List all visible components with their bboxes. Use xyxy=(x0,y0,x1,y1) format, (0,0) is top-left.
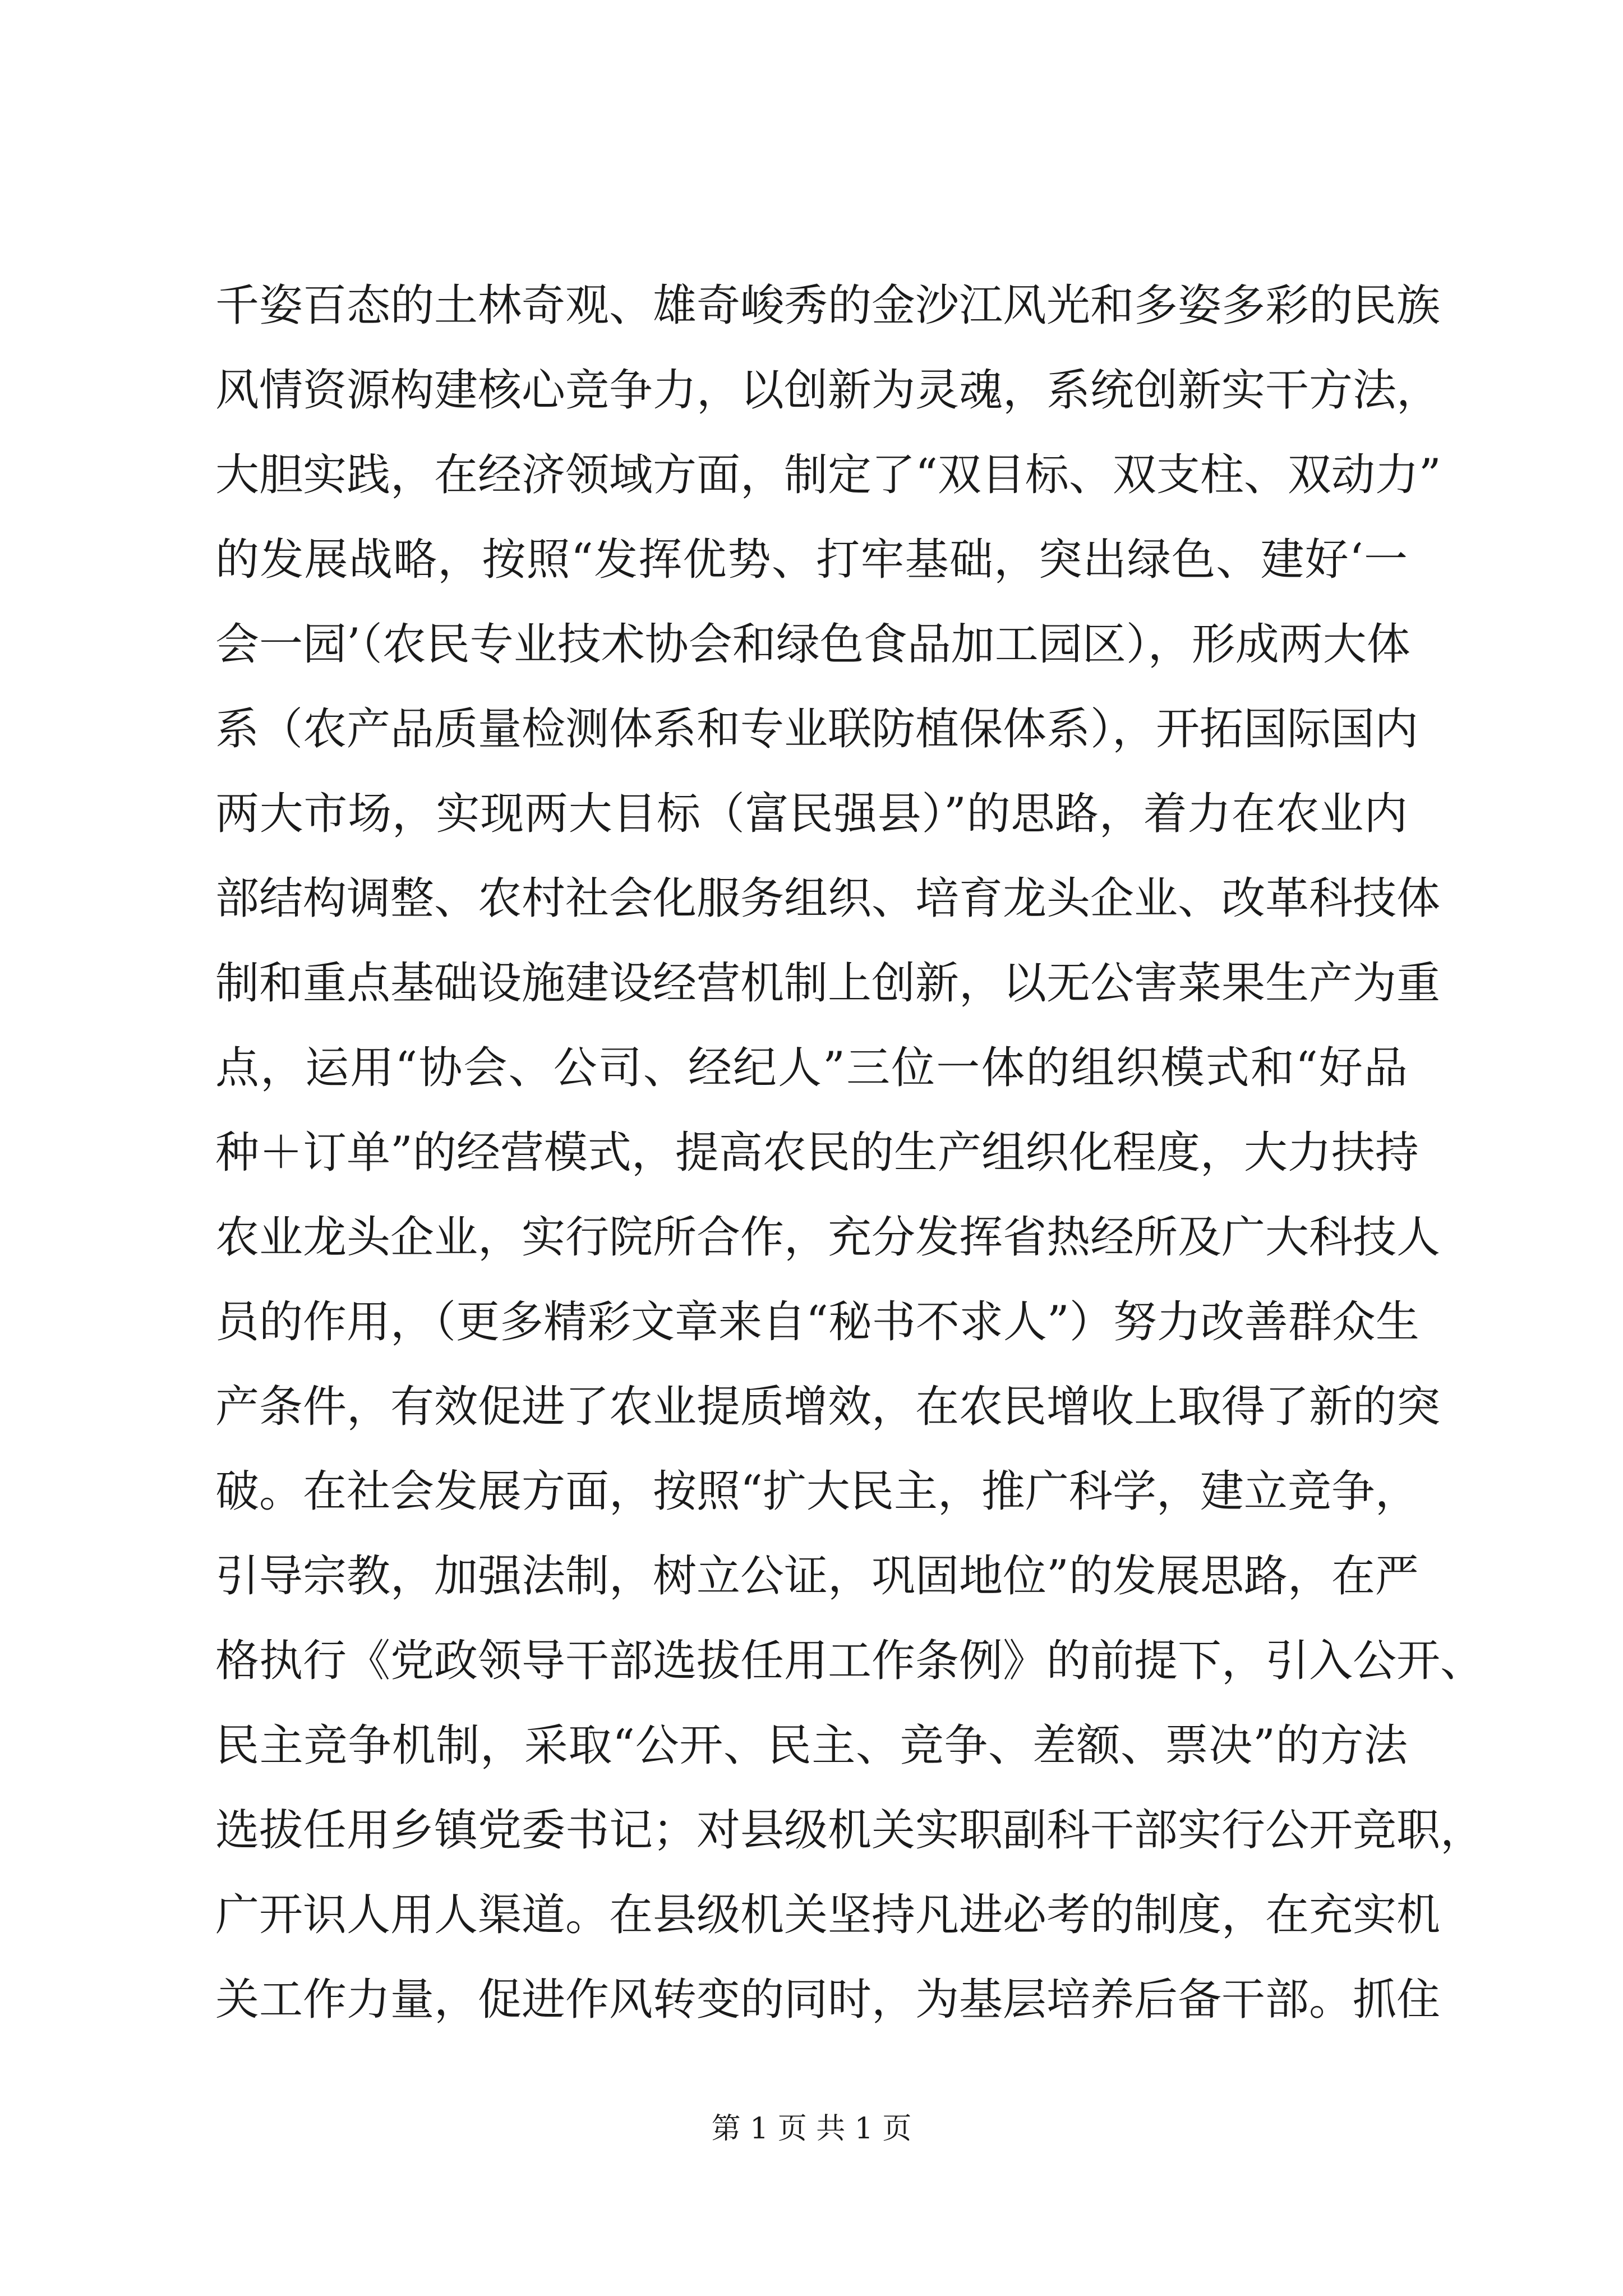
text-line: 产条件，有效促进了农业提质增效，在农民增收上取得了新的突 xyxy=(215,1382,1441,1432)
body-text xyxy=(215,264,1484,2042)
text-line: 种＋订单”的经营模式，提高农民的生产组织化程度，大力扶持 xyxy=(215,1128,1419,1178)
text-line: 大胆实践，在经济领域方面，制定了“双目标、双支柱、双动力” xyxy=(215,450,1441,500)
text-line: 格执行《党政领导干部选拔任用工作条例》的前提下，引入公开、 xyxy=(215,1636,1484,1686)
text-line: 系（农产品质量检测体系和专业联防植保体系），开拓国际国内 xyxy=(215,704,1419,754)
text-line: 引导宗教，加强法制，树立公证，巩固地位”的发展思路，在严 xyxy=(215,1551,1419,1602)
text-line: 千姿百态的土林奇观、雄奇峻秀的金沙江风光和多姿多彩的民族 xyxy=(215,280,1441,331)
text-line: 破。在社会发展方面，按照“扩大民主，推广科学，建立竞争， xyxy=(215,1466,1419,1517)
text-line: 部结构调整、农村社会化服务组织、培育龙头企业、改革科技体 xyxy=(215,873,1441,924)
text-line: 选拔任用乡镇党委书记；对县级机关实职副科干部实行公开竞职， xyxy=(215,1805,1484,1856)
text-line: 员的作用，（更多精彩文章来自“秘书不求人”）努力改善群众生 xyxy=(215,1297,1419,1347)
text-line: 风情资源构建核心竞争力，以创新为灵魂，系统创新实干方法， xyxy=(215,365,1441,416)
text-line: 两大市场，实现两大目标（富民强县）”的思路，着力在农业内 xyxy=(215,789,1408,839)
text-line: 农业龙头企业，实行院所合作，充分发挥省热经所及广大科技人 xyxy=(215,1212,1441,1263)
text-line: 民主竞争机制，采取“公开、民主、竞争、差额、票决”的方法 xyxy=(215,1720,1408,1771)
page-number: 第 1 页 共 1 页 xyxy=(711,2112,912,2146)
text-line: 点，运用“协会、公司、经纪人”三位一体的组织模式和“好品 xyxy=(215,1043,1408,1093)
text-line: 广开识人用人渠道。在县级机关坚持凡进必考的制度，在充实机 xyxy=(215,1890,1441,1940)
text-line: 会一园’（农民专业技术协会和绿色食品加工园区），形成两大体 xyxy=(215,619,1410,670)
text-line: 的发展战略，按照“发挥优势、打牢基础，突出绿色、建好‘一 xyxy=(215,535,1408,585)
text-line: 关工作力量，促进作风转变的同时，为基层培养后备干部。抓住 xyxy=(215,1975,1441,2025)
text-line: 制和重点基础设施建设经营机制上创新，以无公害菜果生产为重 xyxy=(215,958,1441,1009)
page-footer xyxy=(0,2109,1623,2148)
